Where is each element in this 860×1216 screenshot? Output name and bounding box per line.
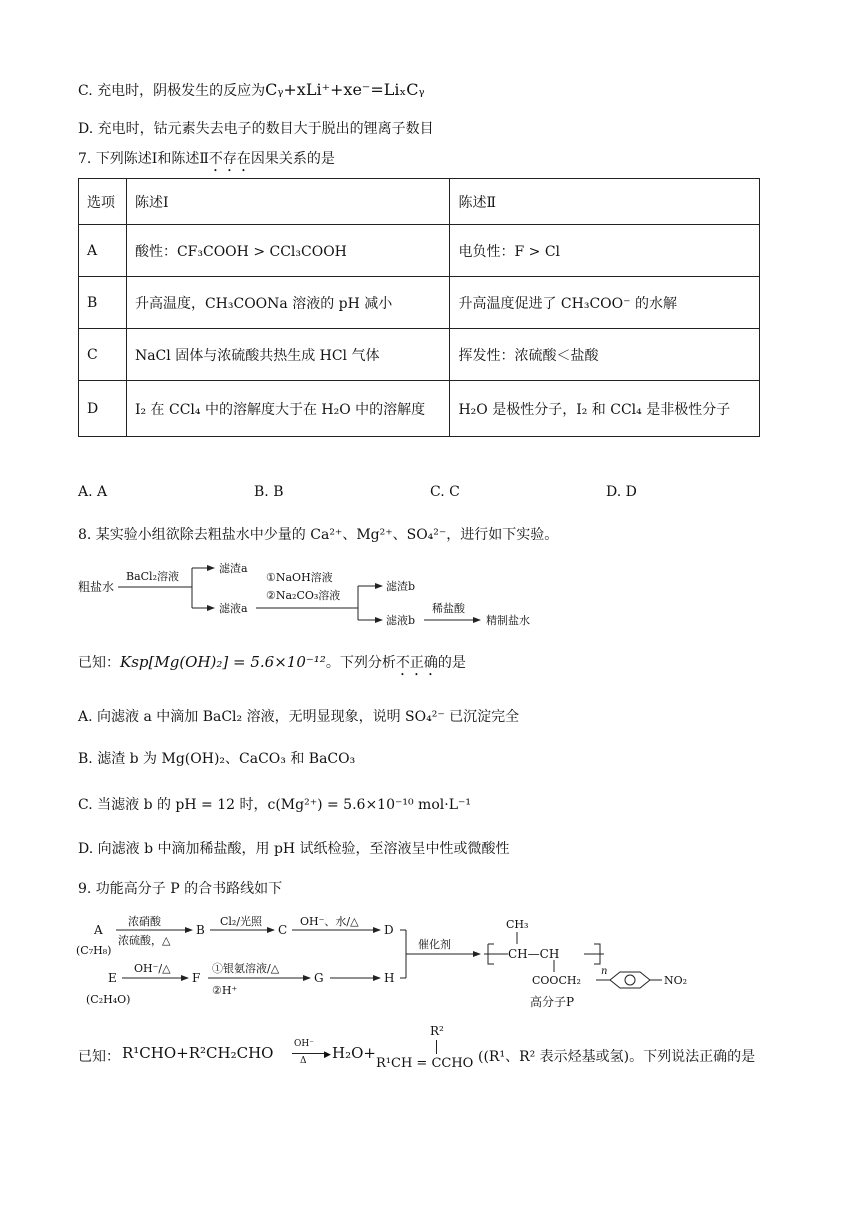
flow-residue-a: 滤渣a bbox=[219, 562, 248, 575]
route-r3-top: OH⁻、水/△ bbox=[300, 915, 359, 928]
q7-row-statement-1: 酸性：CF₃COOH > CCl₃COOH bbox=[126, 225, 450, 277]
q7-header-option: 选项 bbox=[79, 179, 127, 225]
q8-known: 已知：Ksp[Mg(OH)₂] = 5.6×10⁻¹²。下列分析不正确的是 bbox=[78, 653, 466, 671]
route-D: D bbox=[384, 923, 394, 937]
table-row bbox=[79, 277, 760, 329]
route-F: F bbox=[192, 971, 201, 985]
q7-table-header bbox=[79, 179, 760, 225]
known-arrow-line bbox=[292, 1053, 328, 1054]
q7-row-statement-1: NaCl 固体与浓硫酸共热生成 HCl 气体 bbox=[126, 329, 450, 381]
polymer-methyl: CH₃ bbox=[506, 918, 529, 931]
polymer-no2: NO₂ bbox=[664, 974, 688, 987]
polymer-ester: COOCH₂ bbox=[532, 974, 581, 987]
q9-stem: 9. 功能高分子 P 的合书路线如下 bbox=[78, 881, 283, 897]
route-r1-bottom: 浓硫酸，△ bbox=[118, 934, 171, 947]
q7-row-statement-2: H₂O 是极性分子，I₂ 和 CCl₄ 是非极性分子 bbox=[450, 381, 760, 437]
q7-row-statement-2: 挥发性：浓硫酸＜盐酸 bbox=[450, 329, 760, 381]
route-r5-bottom: ②H⁺ bbox=[212, 984, 238, 997]
q7-row-option: D bbox=[79, 381, 127, 437]
q6-option-c: C. 充电时，阴极发生的反应为Cᵧ+xLi⁺+xe⁻=LiₓCᵧ bbox=[78, 80, 425, 99]
q7-row-statement-2: 升高温度促进了 CH₃COO⁻ 的水解 bbox=[450, 277, 760, 329]
table-row bbox=[79, 225, 760, 277]
flow-filtrate-b: 滤液b bbox=[386, 614, 416, 627]
q9-synthesis-route bbox=[74, 906, 714, 1012]
route-r5-top: ①银氨溶液/△ bbox=[212, 962, 280, 975]
q8-option-b: B. 滤渣 b 为 Mg(OH)₂、CaCO₃ 和 BaCO₃ bbox=[78, 751, 356, 767]
route-B: B bbox=[196, 923, 205, 937]
q9-known: 已知： R¹CHO+R²CH₂CHO OH⁻ ▶ Δ H₂O+ R² R¹CH = CCHO ((R¹、R² 表示烃基或氢)。下列说法正确的是 bbox=[78, 1024, 756, 1071]
q8-option-d: D. 向滤液 b 中滴加稀盐酸，用 pH 试纸检验，至溶液呈中性或微酸性 bbox=[78, 841, 510, 857]
q7-header-statement-2: 陈述Ⅱ bbox=[450, 179, 760, 225]
route-E-formula: (C₂H₄O) bbox=[86, 993, 131, 1006]
route-A: A bbox=[94, 923, 103, 937]
polymer-n: n bbox=[601, 966, 608, 977]
q7-option-b: B. B bbox=[254, 484, 284, 500]
q7-row-statement-1: I₂ 在 CCl₄ 中的溶解度大于在 H₂O 中的溶解度 bbox=[126, 381, 450, 437]
q7-row-option: A bbox=[79, 225, 127, 277]
q6-option-d: D. 充电时，钴元素失去电子的数目大于脱出的锂离子数目 bbox=[78, 121, 434, 137]
q8-stem: 8. 某实验小组欲除去粗盐水中少量的 Ca²⁺、Mg²⁺、SO₄²⁻，进行如下实验。 bbox=[78, 527, 559, 543]
q7-row-statement-1: 升高温度，CH₃COONa 溶液的 pH 减小 bbox=[126, 277, 450, 329]
flow-reagent-3: 稀盐酸 bbox=[432, 602, 465, 615]
route-r1-top: 浓硝酸 bbox=[128, 915, 161, 928]
table-row bbox=[79, 329, 760, 381]
q7-row-statement-2: 电负性：F > Cl bbox=[450, 225, 760, 277]
q7-stem: 7. 下列陈述Ⅰ和陈述Ⅱ不存在因果关系的是 bbox=[78, 151, 335, 167]
q7-header-statement-1: 陈述Ⅰ bbox=[126, 179, 450, 225]
q8-option-c: C. 当滤液 b 的 pH = 12 时，c(Mg²⁺) = 5.6×10⁻¹⁰ mol·L⁻¹ bbox=[78, 797, 471, 813]
polymer-label: 高分子P bbox=[530, 995, 575, 1009]
route-E: E bbox=[108, 971, 117, 985]
benzene-ring-icon bbox=[610, 972, 650, 988]
flow-reagent-2a: ①NaOH溶液 bbox=[266, 571, 333, 584]
flow-filtrate-a: 滤液a bbox=[219, 602, 248, 615]
polymer-chain: CH—CH bbox=[508, 947, 560, 961]
known-r2-bond bbox=[436, 1040, 437, 1054]
q7-option-d: D. D bbox=[606, 484, 637, 500]
route-G: G bbox=[314, 971, 324, 985]
route-catalyst: 催化剂 bbox=[418, 938, 451, 951]
q7-option-c: C. C bbox=[430, 484, 460, 500]
q7-option-a: A. A bbox=[78, 484, 108, 500]
q7-table bbox=[78, 178, 760, 437]
route-A-formula: (C₇H₈) bbox=[76, 944, 112, 957]
q8-option-a: A. 向滤液 a 中滴加 BaCl₂ 溶液，无明显现象，说明 SO₄²⁻ 已沉淀完全 bbox=[78, 709, 520, 725]
flow-start: 粗盐水 bbox=[78, 580, 115, 594]
flow-residue-b: 滤渣b bbox=[386, 580, 416, 593]
route-H: H bbox=[384, 971, 395, 985]
flow-product: 精制盐水 bbox=[486, 614, 530, 627]
route-C: C bbox=[278, 923, 288, 937]
q7-row-option: C bbox=[79, 329, 127, 381]
benzene-ring-inner bbox=[625, 975, 635, 985]
flow-reagent-1: BaCl₂溶液 bbox=[126, 570, 179, 583]
table-row bbox=[79, 381, 760, 437]
q7-row-option: B bbox=[79, 277, 127, 329]
q8-flow-diagram bbox=[78, 556, 558, 636]
route-r2-top: Cl₂/光照 bbox=[220, 915, 263, 928]
flow-reagent-2b: ②Na₂CO₃溶液 bbox=[266, 589, 341, 602]
route-r4-top: OH⁻/△ bbox=[134, 962, 171, 975]
